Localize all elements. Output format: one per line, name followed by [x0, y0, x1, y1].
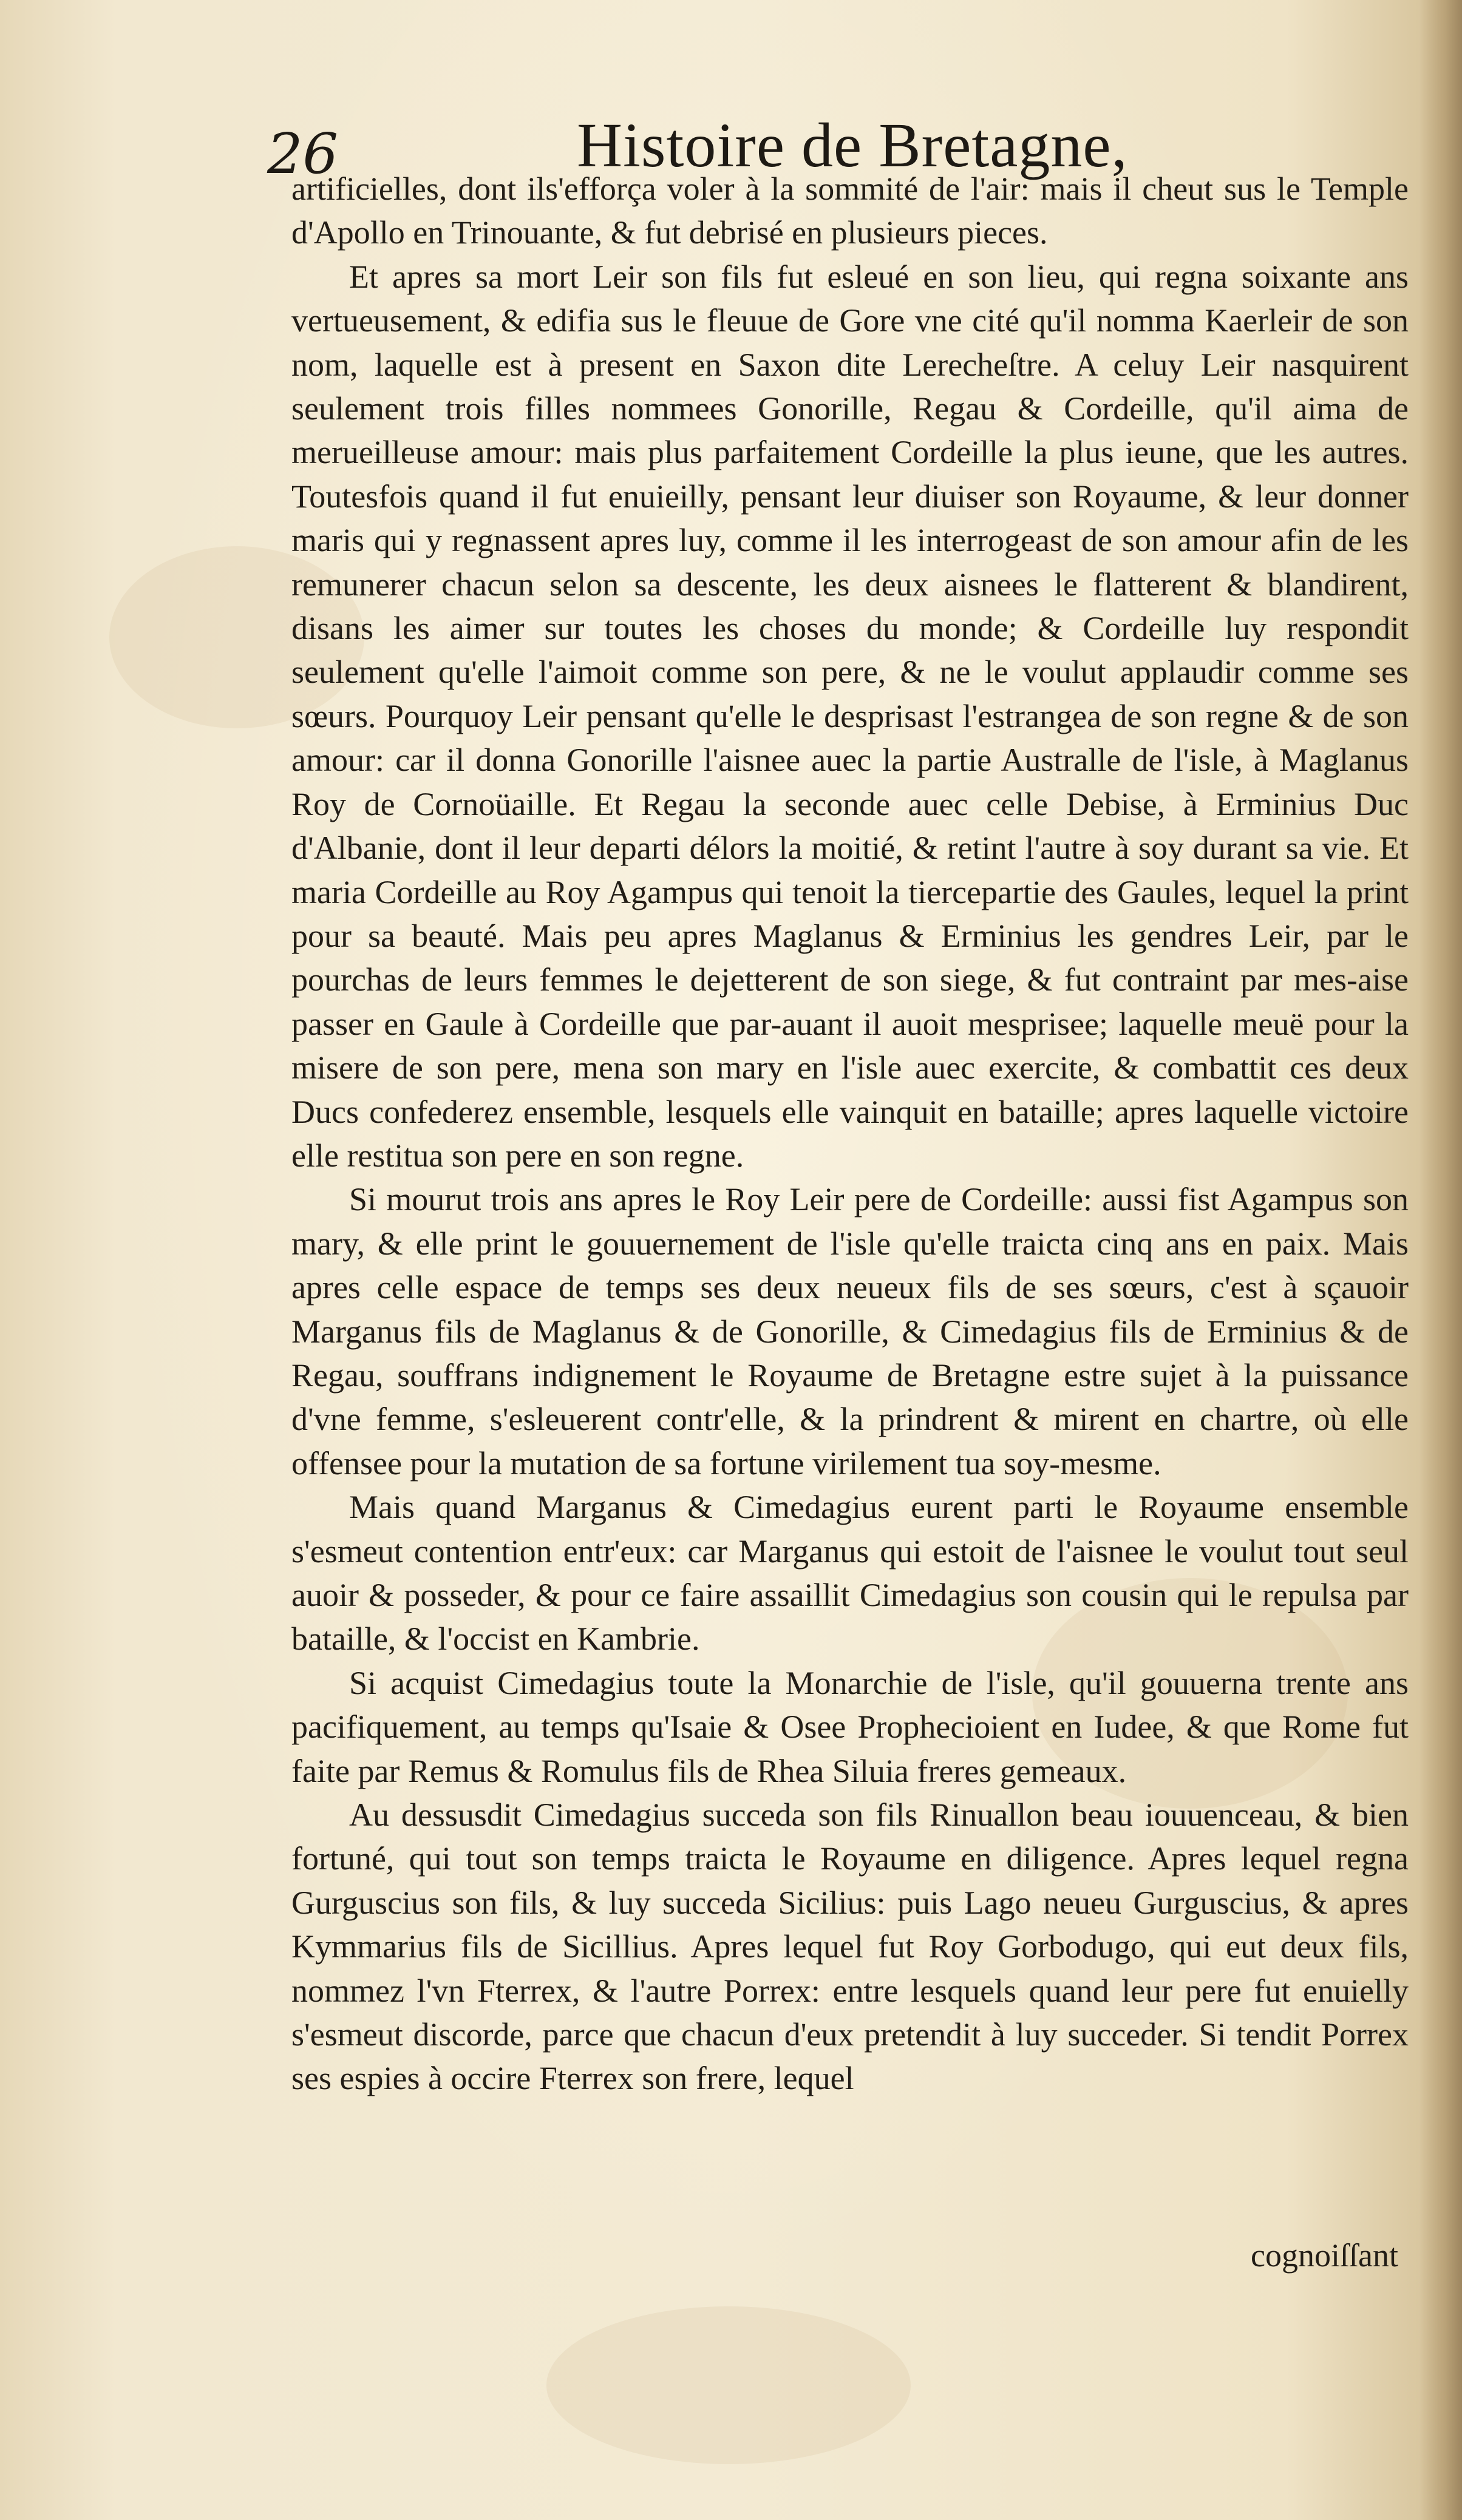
paragraph: Si mourut trois ans apres le Roy Leir pere de Cordeille: aussi fist Agampus son mary, & elle print le gouuernement de l'isle qu'elle traicta cinq ans en paix. Mais apres celle espace de temps ses deux neueux fils de ses sœurs, c'est à sçauoir Marganus fils de Maglanus & de Gonorille, & Cimedagius fils de Erminius & de Regau, souffrans indignement le Royaume de Bretagne estre sujet à la puissance d'vne femme, s'esleuerent contr'elle, & la prindrent & mirent en chartre, où elle offensee pour la mutation de sa fortune virilement tua soy-mesme. [291, 1181, 1409, 1482]
paragraph: artificielles, dont ils'efforça voler à la sommité de l'air: mais il cheut sus le Temple d'Apollo en Trinouante, & fut debrisé en plusieurs pieces. [291, 171, 1409, 251]
catchword: cognoiſſant [1251, 2237, 1398, 2274]
paragraph: Et apres sa mort Leir son fils fut esleué en son lieu, qui regna soixante ans vertueusement, & edifia sus le fleuue de Gore vne cité qu'il nomma Kaerleir de son nom, laquelle est à present en Saxon dite Lerecheſtre. A celuy Leir nasquirent seulement trois filles nommees Gonorille, Regau & Cordeille, qu'il aima de merueilleuse amour: mais plus parfaitement Cordeille la plus ieune, que les autres. Toutesfois quand il fut enuieilly, pensant leur diuiser son Royaume, & leur donner maris qui y regnassent apres luy, comme il les interrogeast de son amour afin de les remunerer chacun selon sa descente, les deux aisnees le flatterent & blandirent, disans les aimer sur toutes les choses du monde; & Cordeille luy respondit seulement qu'elle l'aimoit comme son pere, & ne le voulut applaudir comme ses sœurs. Pourquoy Leir pensant qu'elle le desprisast l'estrangea de son regne & de son amour: car il donna Gonorille l'aisnee auec la partie Australle de l'isle, à Maglanus Roy de Cornoüaille. Et Regau la seconde auec celle Debise, à Erminius Duc d'Albanie, dont il leur departi délors la moitié, & retint l'autre à soy durant sa vie. Et maria Cordeille au Roy Agampus qui tenoit la tiercepartie des Gaules, lequel la print pour sa beauté. Mais peu apres Maglanus & Erminius les gendres Leir, par le pourchas de leurs femmes le dejetterent de son siege, & fut contraint par mes-aise passer en Gaule à Cordeille que par-auant il auoit mesprisee; laquelle meuë pour la misere de son pere, mena son mary en l'isle auec exercite, & combattit ces deux Ducs confederez ensemble, lesquels elle vainquit en bataille; apres laquelle victoire elle restitua son pere en son regne. [291, 258, 1409, 1174]
body-text [291, 167, 1409, 2101]
page-number: 26 [267, 121, 339, 186]
paragraph: Si acquist Cimedagius toute la Monarchie de l'isle, qu'il gouuerna trente ans pacifiquement, au temps qu'Isaie & Osee Prophecioient en Iudee, & que Rome fut faite par Remus & Romulus fils de Rhea Siluia freres gemeaux. [291, 1664, 1409, 1789]
paragraph: Au dessusdit Cimedagius succeda son fils Rinuallon beau iouuenceau, & bien fortuné, qui tout son temps traicta le Royaume en diligence. Apres lequel regna Gurguscius son fils, & luy succeda Sicilius: puis Lago neueu Gurguscius, & apres Kymmarius fils de Sicillius. Apres lequel fut Roy Gorbodugo, qui eut deux fils, nommez l'vn Fterrex, & l'autre Porrex: entre lesquels quand leur pere fut enuielly s'esmeut discorde, parce que chacun d'eux pretendit à luy succeder. Si tendit Porrex ses espies à occire Fterrex son frere, lequel [291, 1797, 1409, 2097]
paper-stain [546, 2306, 911, 2464]
paragraph: Mais quand Marganus & Cimedagius eurent parti le Royaume ensemble s'esmeut contention entr'eux: car Marganus qui estoit de l'aisnee le voulut tout seul auoir & posseder, & pour ce faire assaillit Cimedagius son cousin qui le repulsa par bataille, & l'occist en Kambrie. [291, 1489, 1409, 1658]
page-gutter-shadow [1420, 0, 1462, 2520]
running-title: Histoire de Bretagne, [577, 110, 1128, 180]
